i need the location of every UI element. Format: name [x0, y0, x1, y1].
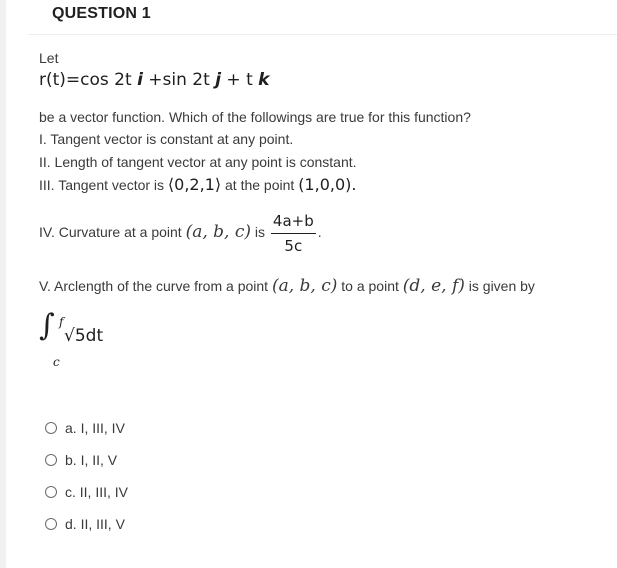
option-b[interactable] — [45, 450, 245, 470]
arclength-integral — [39, 308, 159, 372]
vector-function-lhs: r(t)=cos 2t — [39, 70, 132, 90]
unit-vector-k: k — [258, 70, 270, 90]
unit-vector-j: j — [215, 70, 222, 90]
statement-4 — [39, 211, 322, 256]
statement-2: II. Length of tangent vector at any point is constant. — [39, 154, 357, 170]
option-d-label: d. II, III, V — [65, 516, 125, 532]
statement-4-point: (a, b, c) — [185, 222, 251, 243]
curvature-fraction — [271, 211, 316, 256]
unit-vector-i: i — [137, 70, 143, 90]
statement-5-end: is given by — [468, 278, 535, 294]
question-header: QUESTION 1 — [52, 5, 151, 22]
header-divider — [28, 34, 617, 35]
option-b-label: b. I, II, V — [65, 452, 118, 468]
option-a-label: a. I, III, IV — [65, 420, 125, 436]
statement-3-vector: ⟨0,2,1⟩ — [167, 175, 222, 194]
statement-5-from-point: (a, b, c) — [271, 276, 338, 296]
radio-circle-icon[interactable] — [45, 486, 57, 498]
left-panel-strip — [0, 0, 6, 568]
integrand: √5dt — [64, 326, 104, 346]
integral-upper-limit: f — [59, 315, 64, 329]
option-a[interactable] — [45, 418, 245, 438]
integral-sign-icon: ∫ — [39, 308, 55, 343]
option-d[interactable] — [45, 514, 245, 534]
statement-3-text: III. Tangent vector is — [39, 177, 165, 193]
statement-1: I. Tangent vector is constant at any point. — [39, 131, 294, 147]
statement-3 — [39, 175, 356, 195]
let-label: Let — [39, 50, 59, 66]
statement-4-end: . — [317, 224, 322, 241]
option-c[interactable] — [45, 482, 245, 502]
vector-function-sin: +sin 2t — [148, 70, 210, 90]
question-prompt: be a vector function. Which of the followings are true for this function? — [39, 109, 471, 125]
radio-circle-icon[interactable] — [45, 518, 57, 530]
statement-5 — [39, 276, 535, 296]
radio-circle-icon[interactable] — [45, 422, 57, 434]
statement-5-to-label: to a point — [341, 278, 399, 294]
statement-3-mid: at the point — [225, 177, 295, 193]
statement-4-is: is — [254, 224, 266, 241]
option-c-label: c. II, III, IV — [65, 484, 129, 500]
statement-5-text: V. Arclength of the curve from a point — [39, 278, 269, 294]
integral-lower-limit: c — [53, 355, 60, 369]
statement-3-point: (1,0,0). — [298, 175, 357, 194]
curvature-numerator: 4a+b — [271, 211, 316, 234]
vector-function-t: + t — [226, 70, 253, 90]
radio-circle-icon[interactable] — [45, 454, 57, 466]
vector-function — [39, 70, 269, 90]
curvature-denominator: 5c — [284, 237, 303, 255]
statement-5-to-point: (d, e, f) — [402, 276, 465, 296]
statement-4-text: IV. Curvature at a point — [39, 224, 182, 241]
